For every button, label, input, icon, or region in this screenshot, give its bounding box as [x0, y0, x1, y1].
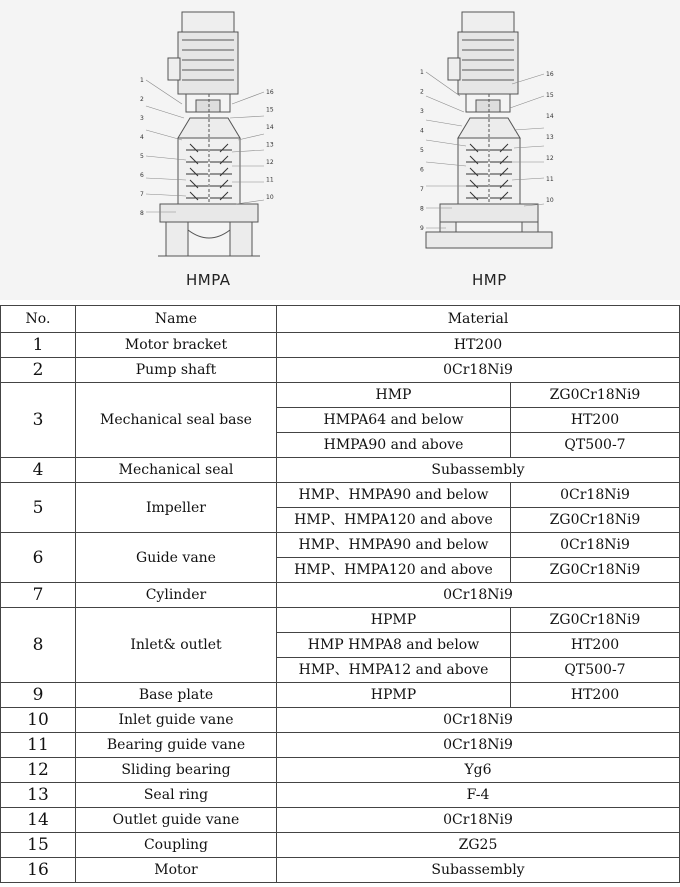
material-value: HT200 — [277, 333, 680, 358]
header-material: Material — [277, 306, 680, 333]
table-row — [1, 583, 680, 608]
row-number: 14 — [1, 808, 76, 833]
callout-number: 6 — [140, 172, 144, 179]
pump-drawings-svg — [0, 0, 680, 300]
table-row — [1, 783, 680, 808]
hmp-figure-label: HMP — [472, 271, 507, 289]
row-number: 9 — [1, 683, 76, 708]
part-name: Coupling — [76, 833, 277, 858]
material-value: HT200 — [511, 683, 680, 708]
model-variant: HMP HMPA8 and below — [277, 633, 511, 658]
callout-number: 3 — [140, 115, 144, 122]
callout-number: 7 — [140, 191, 144, 198]
model-variant: HMP、HMPA12 and above — [277, 658, 511, 683]
part-name: Motor bracket — [76, 333, 277, 358]
row-number: 10 — [1, 708, 76, 733]
callout-number: 14 — [546, 113, 554, 120]
table-row — [1, 358, 680, 383]
table-body — [1, 333, 680, 883]
material-value: QT500-7 — [511, 433, 680, 458]
table-row — [1, 383, 680, 408]
row-number: 5 — [1, 483, 76, 533]
row-number: 6 — [1, 533, 76, 583]
row-number: 2 — [1, 358, 76, 383]
part-name: Inlet& outlet — [76, 608, 277, 683]
callout-number: 10 — [546, 197, 554, 204]
callout-number: 13 — [546, 134, 554, 141]
material-value: 0Cr18Ni9 — [277, 583, 680, 608]
callout-number: 8 — [140, 210, 144, 217]
callout-number: 10 — [266, 194, 274, 201]
material-value: F-4 — [277, 783, 680, 808]
header-no: No. — [1, 306, 76, 333]
part-name: Motor — [76, 858, 277, 883]
hmpa-figure-label: HMPA — [186, 271, 231, 289]
material-value: 0Cr18Ni9 — [511, 533, 680, 558]
callout-number: 15 — [546, 92, 554, 99]
part-name: Seal ring — [76, 783, 277, 808]
material-value: ZG0Cr18Ni9 — [511, 608, 680, 633]
callout-number: 3 — [420, 108, 424, 115]
part-name: Cylinder — [76, 583, 277, 608]
table-row — [1, 733, 680, 758]
row-number: 12 — [1, 758, 76, 783]
part-name: Bearing guide vane — [76, 733, 277, 758]
callout-number: 5 — [140, 153, 144, 160]
part-name: Outlet guide vane — [76, 808, 277, 833]
part-name: Sliding bearing — [76, 758, 277, 783]
callout-number: 15 — [266, 106, 274, 114]
table-row — [1, 808, 680, 833]
material-value: Subassembly — [277, 858, 680, 883]
row-number: 11 — [1, 733, 76, 758]
material-value: HT200 — [511, 408, 680, 433]
row-number: 8 — [1, 608, 76, 683]
table-row — [1, 683, 680, 708]
part-name: Base plate — [76, 683, 277, 708]
callout-number: 2 — [140, 96, 144, 103]
model-variant: HMP、HMPA120 and above — [277, 558, 511, 583]
model-variant: HMP — [277, 383, 511, 408]
model-variant: HMPA64 and below — [277, 408, 511, 433]
pump-drawings — [0, 0, 680, 300]
row-number: 15 — [1, 833, 76, 858]
callout-number: 11 — [266, 176, 274, 184]
material-value: ZG0Cr18Ni9 — [511, 508, 680, 533]
callout-number: 13 — [266, 141, 274, 149]
material-value: 0Cr18Ni9 — [277, 733, 680, 758]
row-number: 1 — [1, 333, 76, 358]
callout-number: 14 — [266, 124, 274, 131]
material-value: ZG0Cr18Ni9 — [511, 383, 680, 408]
callout-number: 2 — [420, 88, 424, 96]
table-header-row — [1, 306, 680, 333]
table-row — [1, 333, 680, 358]
callout-number: 4 — [420, 127, 424, 135]
model-variant: HPMP — [277, 608, 511, 633]
callout-number: 1 — [420, 69, 424, 76]
table-row — [1, 708, 680, 733]
model-variant: HPMP — [277, 683, 511, 708]
callout-number: 1 — [140, 77, 144, 84]
callout-number: 9 — [420, 225, 424, 232]
row-number: 7 — [1, 583, 76, 608]
material-table — [0, 305, 680, 883]
material-value: QT500-7 — [511, 658, 680, 683]
material-value: ZG25 — [277, 833, 680, 858]
callout-number: 8 — [420, 205, 424, 213]
table-row — [1, 758, 680, 783]
table-row — [1, 833, 680, 858]
model-variant: HMP、HMPA90 and below — [277, 533, 511, 558]
callout-number: 16 — [266, 89, 274, 96]
material-value: 0Cr18Ni9 — [277, 808, 680, 833]
material-value: 0Cr18Ni9 — [277, 708, 680, 733]
table-row — [1, 483, 680, 508]
material-value: 0Cr18Ni9 — [511, 483, 680, 508]
material-value: HT200 — [511, 633, 680, 658]
material-value: 0Cr18Ni9 — [277, 358, 680, 383]
table-row — [1, 858, 680, 883]
callout-number: 12 — [266, 159, 274, 166]
callout-number: 16 — [546, 71, 554, 78]
callout-number: 12 — [546, 155, 554, 162]
callout-number: 11 — [546, 176, 554, 183]
part-name: Guide vane — [76, 533, 277, 583]
model-variant: HMP、HMPA120 and above — [277, 508, 511, 533]
callout-number: 7 — [420, 186, 424, 193]
part-name: Pump shaft — [76, 358, 277, 383]
material-value: Subassembly — [277, 458, 680, 483]
model-variant: HMP、HMPA90 and below — [277, 483, 511, 508]
row-number: 13 — [1, 783, 76, 808]
callout-number: 6 — [420, 166, 424, 174]
callout-number: 5 — [420, 147, 424, 154]
table-row — [1, 533, 680, 558]
model-variant: HMPA90 and above — [277, 433, 511, 458]
material-value: ZG0Cr18Ni9 — [511, 558, 680, 583]
row-number: 4 — [1, 458, 76, 483]
header-name: Name — [76, 306, 277, 333]
part-name: Inlet guide vane — [76, 708, 277, 733]
callout-number: 4 — [140, 134, 144, 141]
part-name: Impeller — [76, 483, 277, 533]
part-name: Mechanical seal base — [76, 383, 277, 458]
part-name: Mechanical seal — [76, 458, 277, 483]
row-number: 16 — [1, 858, 76, 883]
table-row — [1, 608, 680, 633]
row-number: 3 — [1, 383, 76, 458]
table-row — [1, 458, 680, 483]
material-value: Yg6 — [277, 758, 680, 783]
